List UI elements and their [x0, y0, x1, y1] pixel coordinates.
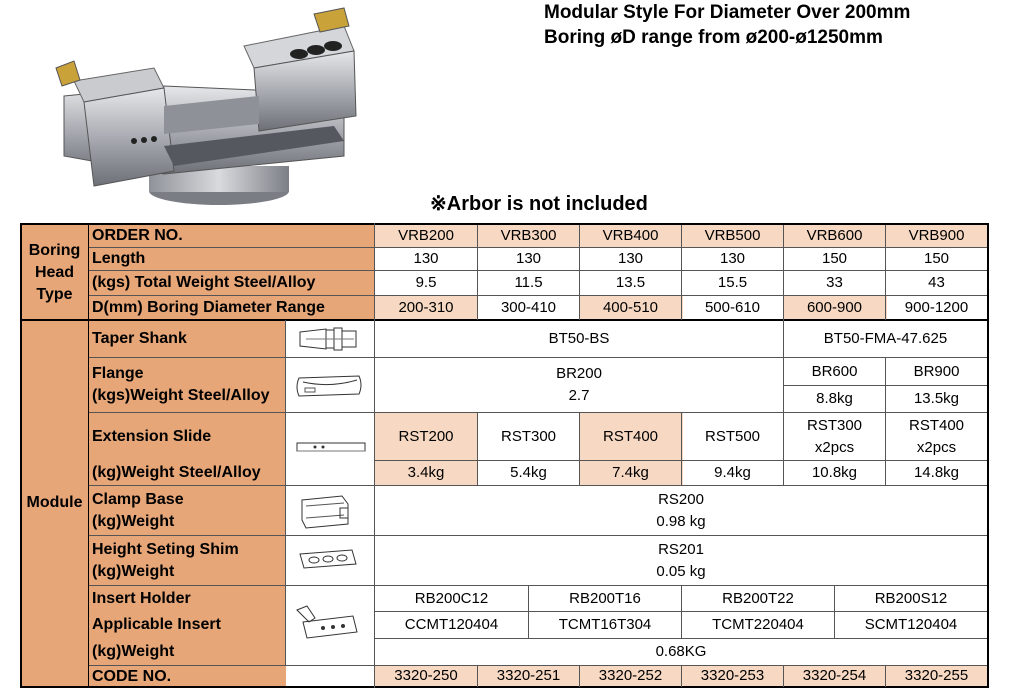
flange-label-line: Flange: [92, 365, 144, 382]
flange-br900-name: BR900: [913, 362, 960, 380]
taper-shank-bs: BT50-BS: [548, 330, 610, 347]
flange-br600-weight: 8.8kg: [816, 390, 853, 407]
range-cell: 500-610: [704, 299, 761, 316]
range-cell: 600-900: [806, 299, 863, 316]
slide-weight: 5.4kg: [510, 464, 547, 481]
height-shim-label-line: Height Seting Shim: [92, 540, 239, 558]
flange-br900-weight: 13.5kg: [913, 390, 960, 407]
boring-head-type-header: [21, 238, 88, 308]
icon-column-divider: [285, 320, 286, 665]
table-right-border: [987, 223, 989, 688]
clamp-base-label: [89, 486, 285, 535]
extension-slide-label: Extension Slide: [92, 427, 212, 445]
model-cell: VRB500: [704, 227, 761, 244]
insert-holder-label: Insert Holder: [92, 589, 191, 607]
slide-weight: 7.4kg: [612, 464, 649, 481]
model-cell: VRB400: [602, 227, 659, 244]
heading-line-2: Boring øD range from ø200-ø1250mm: [544, 27, 883, 48]
clamp-base-value: [375, 486, 987, 535]
height-shim-label-line: (kg)Weight: [92, 562, 175, 580]
applicable-insert-label: Applicable Insert: [92, 616, 221, 633]
length-label: Length: [92, 250, 146, 267]
code-cell: 3320-254: [802, 667, 867, 684]
slide-name: RST400: [602, 427, 659, 445]
taper-shank-fma: BT50-FMA-47.625: [823, 330, 948, 347]
slide-qty-line: x2pcs: [916, 438, 957, 456]
arbor-note: ※Arbor is not included: [430, 193, 648, 215]
range-cell: 400-510: [602, 299, 659, 316]
clamp-base-name: RS200: [658, 490, 704, 508]
insert-name: CCMT120404: [404, 616, 499, 633]
slide-name-line: RST400: [908, 416, 965, 434]
taper-shank-icon: [296, 324, 364, 354]
model-cell: VRB300: [500, 227, 557, 244]
heading-line-1: Modular Style For Diameter Over 200mm: [544, 2, 911, 23]
slide-name-x2: [784, 413, 885, 460]
length-cell: 130: [413, 250, 439, 267]
holder-name: RB200T16: [569, 589, 641, 607]
extension-slide-icon: [293, 438, 369, 456]
height-shim-weight: 0.05 kg: [656, 562, 706, 580]
flange-label-line: (kgs)Weight Steel/Alloy: [92, 387, 270, 404]
group-label-line: Type: [36, 286, 73, 303]
insert-holder-icon: [293, 604, 363, 642]
clamp-base-label-line: Clamp Base: [92, 490, 184, 508]
height-shim-name: RS201: [658, 540, 704, 558]
code-cell: 3320-250: [394, 667, 458, 684]
weight-cell: 9.5: [415, 274, 437, 291]
height-shim-icon: [296, 546, 360, 572]
range-cell: 200-310: [398, 299, 454, 316]
slide-name: RST300: [500, 427, 557, 445]
length-cell: 130: [719, 250, 746, 267]
flange-name: BR200: [556, 365, 602, 382]
weight-cell: 11.5: [514, 274, 543, 291]
flange-icon: [293, 368, 367, 402]
weight-cell: 15.5: [717, 274, 748, 291]
holder-name: RB200T22: [722, 589, 794, 607]
length-cell: 150: [821, 250, 848, 267]
model-cell: VRB900: [908, 227, 965, 244]
slide-weight: 9.4kg: [714, 464, 751, 481]
flange-label: [89, 358, 285, 412]
group-label-line: Head: [34, 264, 75, 281]
slide-weight-label: (kg)Weight Steel/Alloy: [92, 463, 261, 481]
slide-name: RST500: [704, 427, 761, 445]
flange-weight: 2.7: [568, 387, 590, 404]
page-heading: [544, 0, 910, 50]
code-cell: 3320-251: [496, 667, 561, 684]
modular-boring-head-photo: [44, 6, 372, 206]
range-cell: 900-1200: [904, 299, 969, 316]
slide-weight: 14.8kg: [913, 464, 960, 481]
order-no-label: ORDER NO.: [92, 227, 183, 244]
slide-qty-line: x2pcs: [814, 438, 855, 456]
model-cell: VRB200: [398, 227, 454, 244]
length-cell: 130: [515, 250, 542, 267]
length-cell: 150: [923, 250, 950, 267]
slide-weight: 10.8kg: [811, 464, 858, 481]
clamp-base-icon: [298, 490, 354, 532]
height-shim-value: [375, 536, 987, 585]
range-label: D(mm) Boring Diameter Range: [92, 299, 325, 316]
insert-name: TCMT16T304: [558, 616, 652, 633]
slide-name-x2: [886, 413, 987, 460]
holder-weight-label: (kg)Weight: [92, 643, 175, 660]
holder-name: RB200C12: [414, 589, 489, 607]
flange-br200: [375, 358, 783, 412]
taper-shank-label: Taper Shank: [92, 330, 187, 347]
insert-name: TCMT220404: [712, 616, 804, 633]
code-cell: 3320-252: [598, 667, 663, 684]
weight-cell: 43: [928, 274, 945, 291]
code-no-label: CODE NO.: [92, 667, 172, 685]
slide-name-line: RST300: [806, 416, 863, 434]
length-cell: 130: [617, 250, 644, 267]
code-cell: 3320-253: [700, 667, 765, 684]
holder-name: RB200S12: [874, 589, 948, 607]
weight-cell: 13.5: [615, 274, 646, 291]
holder-weight: 0.68KG: [655, 643, 707, 660]
height-shim-label: [89, 536, 285, 585]
total-weight-label: (kgs) Total Weight Steel/Alloy: [92, 274, 316, 291]
clamp-base-weight: 0.98 kg: [656, 512, 706, 530]
module-header: Module: [26, 494, 83, 511]
flange-br600-name: BR600: [811, 362, 858, 380]
code-cell: 3320-255: [904, 667, 969, 684]
group-label-line: Boring: [28, 242, 81, 259]
model-cell: VRB600: [806, 227, 863, 244]
clamp-base-label-line: (kg)Weight: [92, 512, 175, 530]
slide-name: RST200: [398, 427, 454, 445]
slide-weight: 3.4kg: [407, 464, 445, 481]
insert-name: SCMT120404: [864, 616, 958, 633]
weight-cell: 33: [826, 274, 843, 291]
range-cell: 300-410: [500, 299, 557, 316]
